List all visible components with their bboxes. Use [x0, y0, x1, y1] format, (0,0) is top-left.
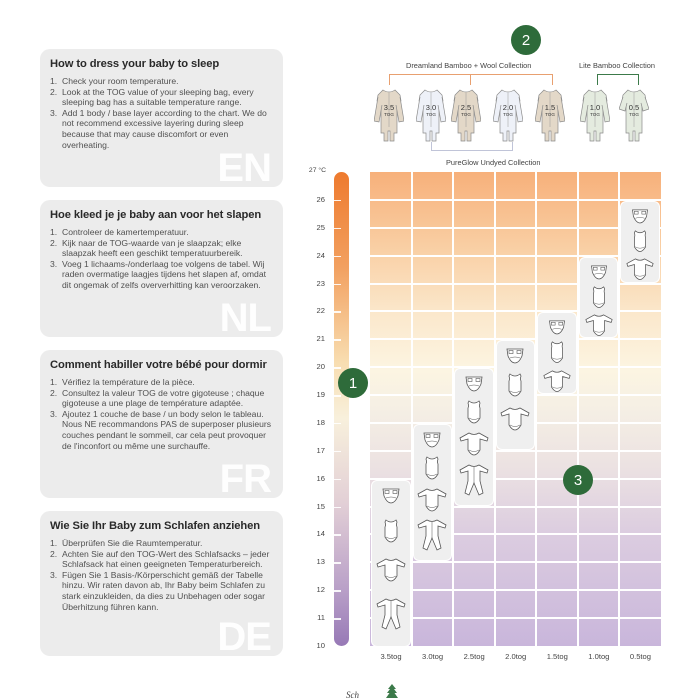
- x-tick-label: 3.5tog: [380, 652, 402, 661]
- diaper-icon: [419, 431, 445, 449]
- step-text: Achten Sie auf den TOG-Wert des Schlafsacks – jeder Schlafsack hat einen geeigneten Temperaturbereich.: [62, 548, 270, 570]
- thermometer-tick: [334, 284, 341, 286]
- steps-list: [50, 76, 273, 150]
- dreamland-bracket-mid: [470, 74, 471, 85]
- thermometer-tick: [334, 618, 341, 620]
- long-sleeve-bodysuit-icon: [375, 557, 407, 583]
- language-watermark: EN: [217, 146, 271, 187]
- tog-range-1-5tog: [538, 313, 576, 393]
- step-item: [50, 238, 273, 259]
- long-sleeve-bodysuit-icon: [458, 431, 490, 457]
- y-tick-label: 19: [316, 390, 325, 400]
- step-number: 1.: [50, 76, 58, 86]
- diaper-icon: [586, 264, 612, 281]
- tree-logo-icon: [385, 684, 399, 700]
- y-tick-label: 22: [316, 306, 325, 316]
- tog-range-2-0tog: [497, 341, 535, 449]
- pureglow-bracket: [431, 142, 513, 151]
- y-tick-label: 23: [316, 278, 325, 288]
- suit-tog-label: 3.5 TOG: [383, 103, 395, 117]
- step-number: 1.: [50, 538, 58, 548]
- sleeveless-bodysuit-icon: [627, 229, 653, 253]
- sleep-suit-1-0: [580, 87, 610, 143]
- grid-line-horizontal: [370, 199, 661, 201]
- tog-range-1-0tog: [580, 258, 618, 338]
- y-tick-label: 16: [316, 473, 325, 483]
- tog-range-2-5tog: [455, 369, 493, 504]
- thermometer-tick: [334, 228, 341, 230]
- grid-line-horizontal: [370, 283, 661, 285]
- grid-line-horizontal: [370, 255, 661, 257]
- step-text: Add 1 body / base layer according to the chart. We do not recommend excessive layering during sleep because that may cause discomfort or even overheating.: [62, 107, 267, 150]
- sleeveless-bodysuit-icon: [419, 455, 445, 481]
- step-number: 3.: [50, 569, 58, 580]
- language-watermark: NL: [219, 296, 271, 337]
- grid-line-horizontal: [370, 227, 661, 229]
- step-text: Voeg 1 lichaams-/onderlaag toe volgens de tabel. Wij raden overmatige laagjes tijdens het slapen af, omdat dit ongemak of zelfs oververhitting kan veroorzaken.: [62, 258, 266, 290]
- step-item: [50, 377, 273, 388]
- suit-tog-label: 0.5 TOG: [628, 103, 640, 117]
- step-text: Überprüfen Sie die Raumtemperatur.: [62, 538, 203, 548]
- x-tick-label: 2.5tog: [463, 652, 485, 661]
- step-badge-1: 1: [338, 368, 368, 398]
- footed-sleepsuit-icon: [458, 463, 490, 497]
- y-tick-label: 12: [316, 585, 325, 595]
- thermometer-tick: [334, 311, 341, 313]
- step-item: [50, 538, 273, 549]
- tog-range-0-5tog: [621, 202, 659, 282]
- instruction-card-en: [40, 49, 283, 187]
- tog-range-3-0tog: [414, 425, 452, 560]
- long-sleeve-bodysuit-icon: [541, 369, 573, 393]
- thermometer-tick: [334, 451, 341, 453]
- step-item: [50, 87, 273, 108]
- grid-line-horizontal: [370, 589, 661, 591]
- step-text: Check your room temperature.: [62, 76, 179, 86]
- diaper-icon: [627, 208, 653, 225]
- thermometer-tick: [334, 200, 341, 202]
- step-number: 1.: [50, 377, 58, 387]
- sleep-suit-2-5: [451, 87, 481, 143]
- grid-line-vertical: [494, 172, 496, 646]
- thermometer-tick: [334, 534, 341, 536]
- sleeveless-bodysuit-icon: [378, 518, 404, 544]
- thermometer-tick: [334, 590, 341, 592]
- y-tick-label: 20: [316, 362, 325, 372]
- thermometer-tick: [334, 395, 341, 397]
- y-tick-label: 27 °C: [308, 167, 326, 174]
- sleep-suit-3-0: [416, 87, 446, 143]
- grid-line-horizontal: [370, 310, 661, 312]
- suit-tog-label: 2.0 TOG: [502, 103, 514, 117]
- footed-sleepsuit-icon: [375, 597, 407, 631]
- x-tick-label: 1.5tog: [546, 652, 568, 661]
- steps-list: [50, 377, 273, 451]
- y-tick-label: 10: [316, 641, 325, 650]
- y-tick-label: 17: [316, 445, 325, 455]
- diaper-icon: [461, 375, 487, 393]
- long-sleeve-bodysuit-icon: [499, 406, 531, 432]
- step-number: 2.: [50, 237, 58, 248]
- instruction-card-nl: [40, 200, 283, 337]
- x-tick-label: 3.0tog: [422, 652, 444, 661]
- grid-line-vertical: [618, 172, 620, 646]
- language-watermark: DE: [217, 615, 271, 656]
- step-item: [50, 409, 273, 451]
- steps-list: [50, 538, 273, 612]
- collection-label-lite: Lite Bamboo Collection: [579, 61, 656, 70]
- grid-line-horizontal: [370, 617, 661, 619]
- suit-tog-label: 2.5 TOG: [460, 103, 472, 117]
- suit-tog-label: 1.5 TOG: [544, 103, 556, 117]
- sleeveless-bodysuit-icon: [461, 399, 487, 425]
- collection-label-dreamland: Dreamland Bamboo + Wool Collection: [406, 61, 532, 70]
- diaper-icon: [544, 319, 570, 336]
- grid-line-vertical: [535, 172, 537, 646]
- instruction-card-fr: [40, 350, 283, 498]
- diaper-icon: [378, 487, 404, 505]
- card-title: How to dress your baby to sleep: [50, 58, 220, 70]
- step-text: Kijk naar de TOG-waarde van je slaapzak; elke slaapzak heeft een geschikt temperatuurbereik.: [62, 237, 243, 259]
- instruction-card-de: [40, 511, 283, 656]
- step-text: Look at the TOG value of your sleeping bag, every sleeping bag has a suitable temperature range.: [62, 86, 254, 108]
- x-tick-label: 0.5tog: [629, 652, 651, 661]
- thermometer-tick: [334, 367, 341, 369]
- brand-logo-text: Sch: [346, 690, 359, 700]
- sleep-suit-0-5: [619, 87, 649, 143]
- thermometer-tick: [334, 423, 341, 425]
- step-badge-3: 3: [563, 465, 593, 495]
- grid-line-horizontal: [370, 338, 661, 340]
- y-tick-label: 13: [316, 557, 325, 567]
- x-tick-label: 1.0tog: [588, 652, 610, 661]
- long-sleeve-bodysuit-icon: [624, 257, 656, 281]
- grid-line-vertical: [452, 172, 454, 646]
- step-number: 3.: [50, 258, 58, 269]
- step-item: [50, 227, 273, 238]
- sleep-suit-2-0: [493, 87, 523, 143]
- step-text: Ajoutez 1 couche de base / un body selon le tableau. Nous NE recommandons PAS de superposer plusieurs couches pendant le sommeil, car cela peut provoquer de l'inconfort ou même une surchauffe.: [62, 408, 272, 451]
- y-tick-label: 25: [316, 222, 325, 232]
- temperature-thermometer: [334, 172, 349, 646]
- thermometer-tick: [334, 479, 341, 481]
- step-item: [50, 108, 273, 150]
- sleep-suit-1-5: [535, 87, 565, 143]
- thermometer-tick: [334, 562, 341, 564]
- step-item: [50, 388, 273, 409]
- step-number: 3.: [50, 107, 58, 118]
- y-tick-label: 11: [317, 613, 325, 623]
- grid-line-horizontal: [370, 561, 661, 563]
- y-tick-label: 18: [316, 417, 325, 427]
- step-item: [50, 549, 273, 570]
- lite-bracket: [597, 74, 639, 85]
- y-tick-label: 24: [316, 250, 325, 260]
- step-text: Vérifiez la température de la pièce.: [62, 377, 195, 387]
- steps-list: [50, 227, 273, 291]
- step-text: Consultez la valeur TOG de votre gigoteuse ; chaque gigoteuse a une plage de température adaptée.: [62, 387, 265, 409]
- step-number: 1.: [50, 227, 58, 237]
- long-sleeve-bodysuit-icon: [416, 487, 448, 513]
- language-watermark: FR: [219, 457, 271, 498]
- step-item: [50, 259, 273, 291]
- card-title: Hoe kleed je je baby aan voor het slapen: [50, 209, 262, 221]
- thermometer-tick: [334, 256, 341, 258]
- sleeveless-bodysuit-icon: [544, 340, 570, 364]
- suit-tog-label: 3.0 TOG: [425, 103, 437, 117]
- suit-tog-label: 1.0 TOG: [589, 103, 601, 117]
- card-title: Comment habiller votre bébé pour dormir: [50, 359, 267, 371]
- sleep-suit-3-5: [374, 87, 404, 143]
- collection-label-pureglow: PureGlow Undyed Collection: [446, 158, 541, 167]
- long-sleeve-bodysuit-icon: [583, 313, 615, 337]
- step-text: Controleer de kamertemperatuur.: [62, 227, 189, 237]
- step-text: Fügen Sie 1 Basis-/Körperschicht gemäß der Tabelle hinzu. Wir raten davon ab, Ihr Baby beim Schlafen zu stark einzukleiden, da dies zu Unbehagen oder sogar Überhitzung führen kann.: [62, 569, 266, 612]
- y-tick-label: 21: [316, 334, 325, 344]
- y-tick-label: 14: [316, 529, 325, 539]
- dreamland-bracket: [389, 74, 553, 85]
- step-number: 2.: [50, 548, 58, 559]
- thermometer-tick: [334, 507, 341, 509]
- step-item: [50, 570, 273, 612]
- step-number: 3.: [50, 408, 58, 419]
- thermometer-tick: [334, 339, 341, 341]
- grid-line-vertical: [577, 172, 579, 646]
- y-tick-label: 15: [316, 501, 325, 511]
- sleeveless-bodysuit-icon: [586, 285, 612, 309]
- step-number: 2.: [50, 86, 58, 97]
- step-item: [50, 76, 273, 87]
- card-title: Wie Sie Ihr Baby zum Schlafen anziehen: [50, 520, 260, 532]
- step-badge-2: 2: [511, 25, 541, 55]
- y-tick-label: 26: [316, 194, 325, 204]
- step-number: 2.: [50, 387, 58, 398]
- sleeveless-bodysuit-icon: [502, 372, 528, 398]
- diaper-icon: [502, 347, 528, 365]
- tog-range-3-5tog: [372, 481, 410, 646]
- x-tick-label: 2.0tog: [505, 652, 527, 661]
- footed-sleepsuit-icon: [416, 518, 448, 552]
- grid-line-vertical: [411, 172, 413, 646]
